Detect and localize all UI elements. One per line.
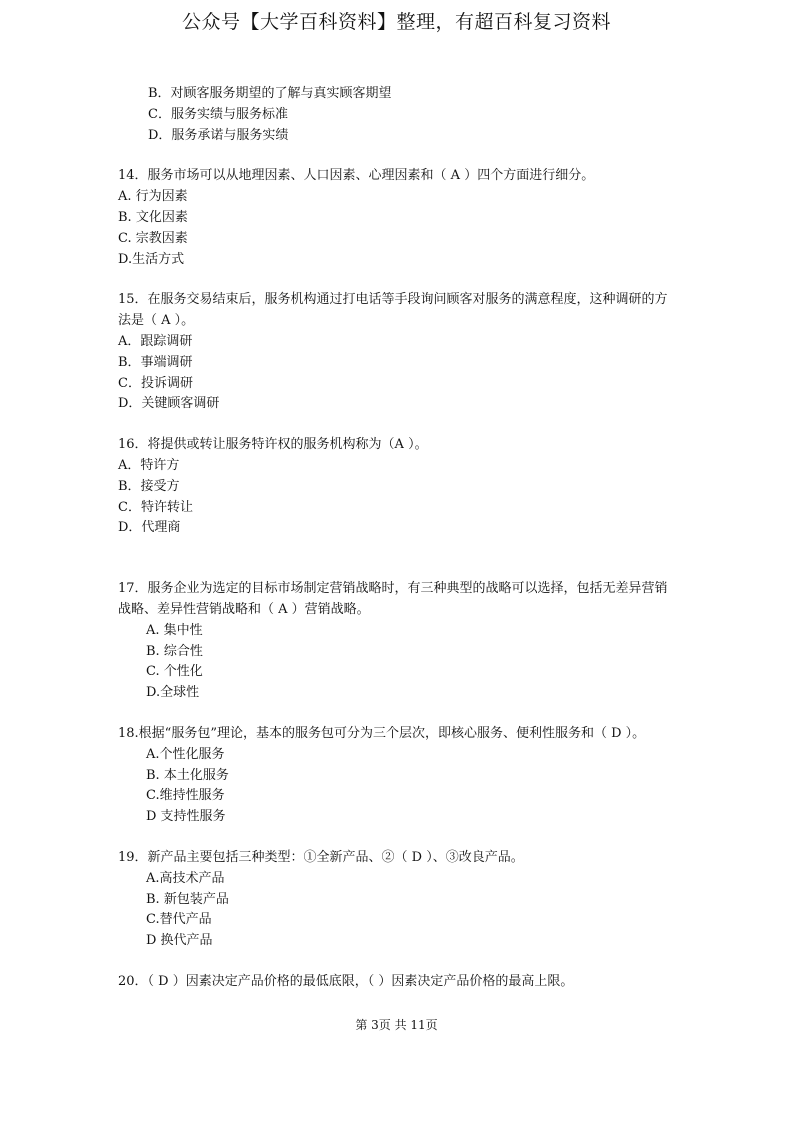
option: D 支持性服务 bbox=[146, 809, 226, 825]
option: D．关键顾客调研 bbox=[118, 396, 220, 412]
question-text: 16．将提供或转让服务特许权的服务机构称为（A ）。 bbox=[118, 437, 428, 453]
option: B．接受方 bbox=[118, 478, 180, 494]
question-text: 17．服务企业为选定的目标市场制定营销战略时，有三种典型的战略可以选择，包括无差异营销战略、差异性营销战略和（ A ）营销战略。 bbox=[118, 581, 668, 617]
page-number: 第 3页 共 11页 bbox=[355, 1018, 438, 1032]
question-18 bbox=[118, 724, 678, 828]
option: A．跟踪调研 bbox=[118, 333, 193, 349]
question-text: 20．（ D ）因素决定产品价格的最低底限，（ ）因素决定产品价格的最高上限。 bbox=[118, 973, 574, 989]
option: C．服务实绩与服务标准 bbox=[148, 106, 288, 122]
option: C．特许转让 bbox=[118, 499, 193, 515]
option: B. 新包装产品 bbox=[146, 891, 229, 907]
question-17 bbox=[118, 579, 678, 704]
question-text: 15．在服务交易结束后，服务机构通过打电话等手段询问顾客对服务的满意程度，这种调研的方法是（ A ）。 bbox=[118, 292, 668, 329]
option: B．对顾客服务期望的了解与真实顾客期望 bbox=[148, 86, 392, 101]
previous-question-options bbox=[118, 84, 678, 146]
question-15 bbox=[118, 290, 678, 415]
question-text: 19．新产品主要包括三种类型：①全新产品、②（ D ）、③改良产品。 bbox=[118, 849, 524, 865]
question-text: 14．服务市场可以从地理因素、人口因素、心理因素和（ A ）四个方面进行细分。 bbox=[118, 168, 595, 184]
page-header: 公众号【大学百科资料】整理，有超百科复习资料 bbox=[181, 11, 611, 33]
option: C．投诉调研 bbox=[118, 375, 193, 391]
option: B. 本土化服务 bbox=[146, 767, 229, 783]
option: D.生活方式 bbox=[118, 251, 185, 267]
question-19 bbox=[118, 848, 678, 952]
option: C.维持性服务 bbox=[146, 788, 225, 804]
option: B. 综合性 bbox=[146, 643, 203, 659]
option: A.高技术产品 bbox=[146, 870, 225, 886]
option: A．特许方 bbox=[118, 457, 180, 473]
option: A.个性化服务 bbox=[146, 746, 225, 762]
option: C. 个性化 bbox=[146, 664, 203, 680]
option: D.全球性 bbox=[146, 685, 200, 701]
option: D 换代产品 bbox=[146, 933, 213, 949]
document-body bbox=[118, 84, 678, 993]
question-14 bbox=[118, 166, 678, 270]
question-16 bbox=[118, 435, 678, 539]
option: B．事端调研 bbox=[118, 354, 193, 370]
option: D．服务承诺与服务实绩 bbox=[148, 127, 289, 143]
option: C. 宗教因素 bbox=[118, 230, 188, 246]
option: D．代理商 bbox=[118, 520, 181, 536]
option: A. 集中性 bbox=[146, 622, 203, 638]
question-20 bbox=[118, 972, 678, 993]
option: A. 行为因素 bbox=[118, 189, 188, 205]
option: B. 文化因素 bbox=[118, 209, 188, 225]
question-text: 18.根据“服务包”理论，基本的服务包可分为三个层次，即核心服务、便利性服务和（ D ）。 bbox=[118, 725, 646, 741]
option: C.替代产品 bbox=[146, 912, 212, 928]
